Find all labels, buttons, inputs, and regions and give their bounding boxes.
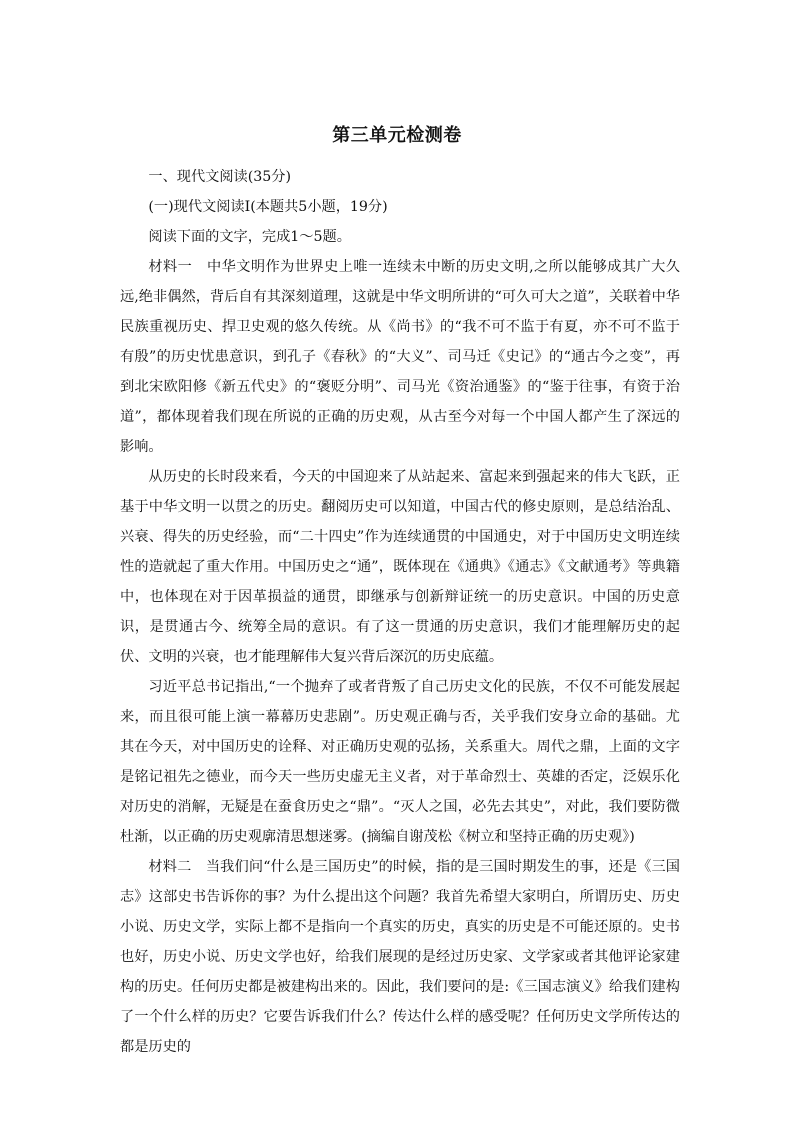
page-title: 第三单元检测卷 [332,125,462,146]
subsection-heading: (一)现代文阅读Ⅰ(本题共5小题，19分) [148,199,388,215]
paragraph-3: 习近平总书记指出,“一个抛弃了或者背叛了自己历史文化的民族，不仅不可能发展起来，而且很可能上演一幕幕历史悲剧”。历史观正确与否，关乎我们安身立命的基础。尤其在今天，对中国历史的诠释、对正确历史观的弘扬，关系重大。周代之鼎，上面的文字是铭记祖先之德业，而今天一些历史虚无主义者，对于革命烈士、英雄的否定，泛娱乐化对历史的消解，无疑是在蚕食历史之“鼎”。“灭人之国，必先去其史”，对此，我们要防微杜渐，以正确的历史观廓清思想迷雾。(摘编自谢茂松《树立和坚持正确的历史观》) [120,679,680,845]
reading-instruction: 阅读下面的文字，完成1～5题。 [148,229,351,245]
paragraph-2: 从历史的长时段来看，今天的中国迎来了从站起来、富起来到强起来的伟大飞跃，正基于中华文明一以贯之的历史。翻阅历史可以知道，中国古代的修史原则，是总结治乱、兴衰、得失的历史经验，而“二十四史”作为连续通贯的中国通史，对于中国历史文明连续性的造就起了重大作用。中国历史之“通”，既体现在《通典》《通志》《文献通考》等典籍中，也体现在对于因革损益的通贯，即继承与创新辩证统一的历史意识。中国的历史意识，是贯通古今、统筹全局的意识。有了这一贯通的历史意识，我们才能理解历史的起伏、文明的兴衰，也才能理解伟大复兴背后深沉的历史底蕴。 [120,469,680,665]
document-body [120,162,680,1062]
section-heading: 一、现代文阅读(35分) [148,169,292,185]
paragraph-material-2: 材料二 当我们问“什么是三国历史”的时候，指的是三国时期发生的事，还是《三国志》这部史书告诉你的事？为什么提出这个问题？我首先希望大家明白，所谓历史、历史小说、历史文学，实际上都不是指向一个真实的历史，真实的历史是不可能还原的。史书也好，历史小说、历史文学也好，给我们展现的是经过历史家、文学家或者其他评论家建构的历史。任何历史都是被建构出来的。因此，我们要问的是:《三国志演义》给我们建构了一个什么样的历史？它要告诉我们什么？传达什么样的感受呢？任何历史文学所传达的都是历史的 [120,859,680,1055]
paragraph-material-1: 材料一 中华文明作为世界史上唯一连续未中断的历史文明,之所以能够成其广大久远,绝非偶然，背后自有其深刻道理，这就是中华文明所讲的“可久可大之道”，关联着中华民族重视历史、捍卫史观的悠久传统。从《尚书》的“我不可不监于有夏，亦不可不监于有殷”的历史忧患意识，到孔子《春秋》的“大义”、司马迁《史记》的“通古今之变”，再到北宋欧阳修《新五代史》的“褒贬分明”、司马光《资治通鉴》的“鉴于往事，有资于治道”，都体现着我们现在所说的正确的历史观，从古至今对每一个中国人都产生了深远的影响。 [120,259,680,455]
